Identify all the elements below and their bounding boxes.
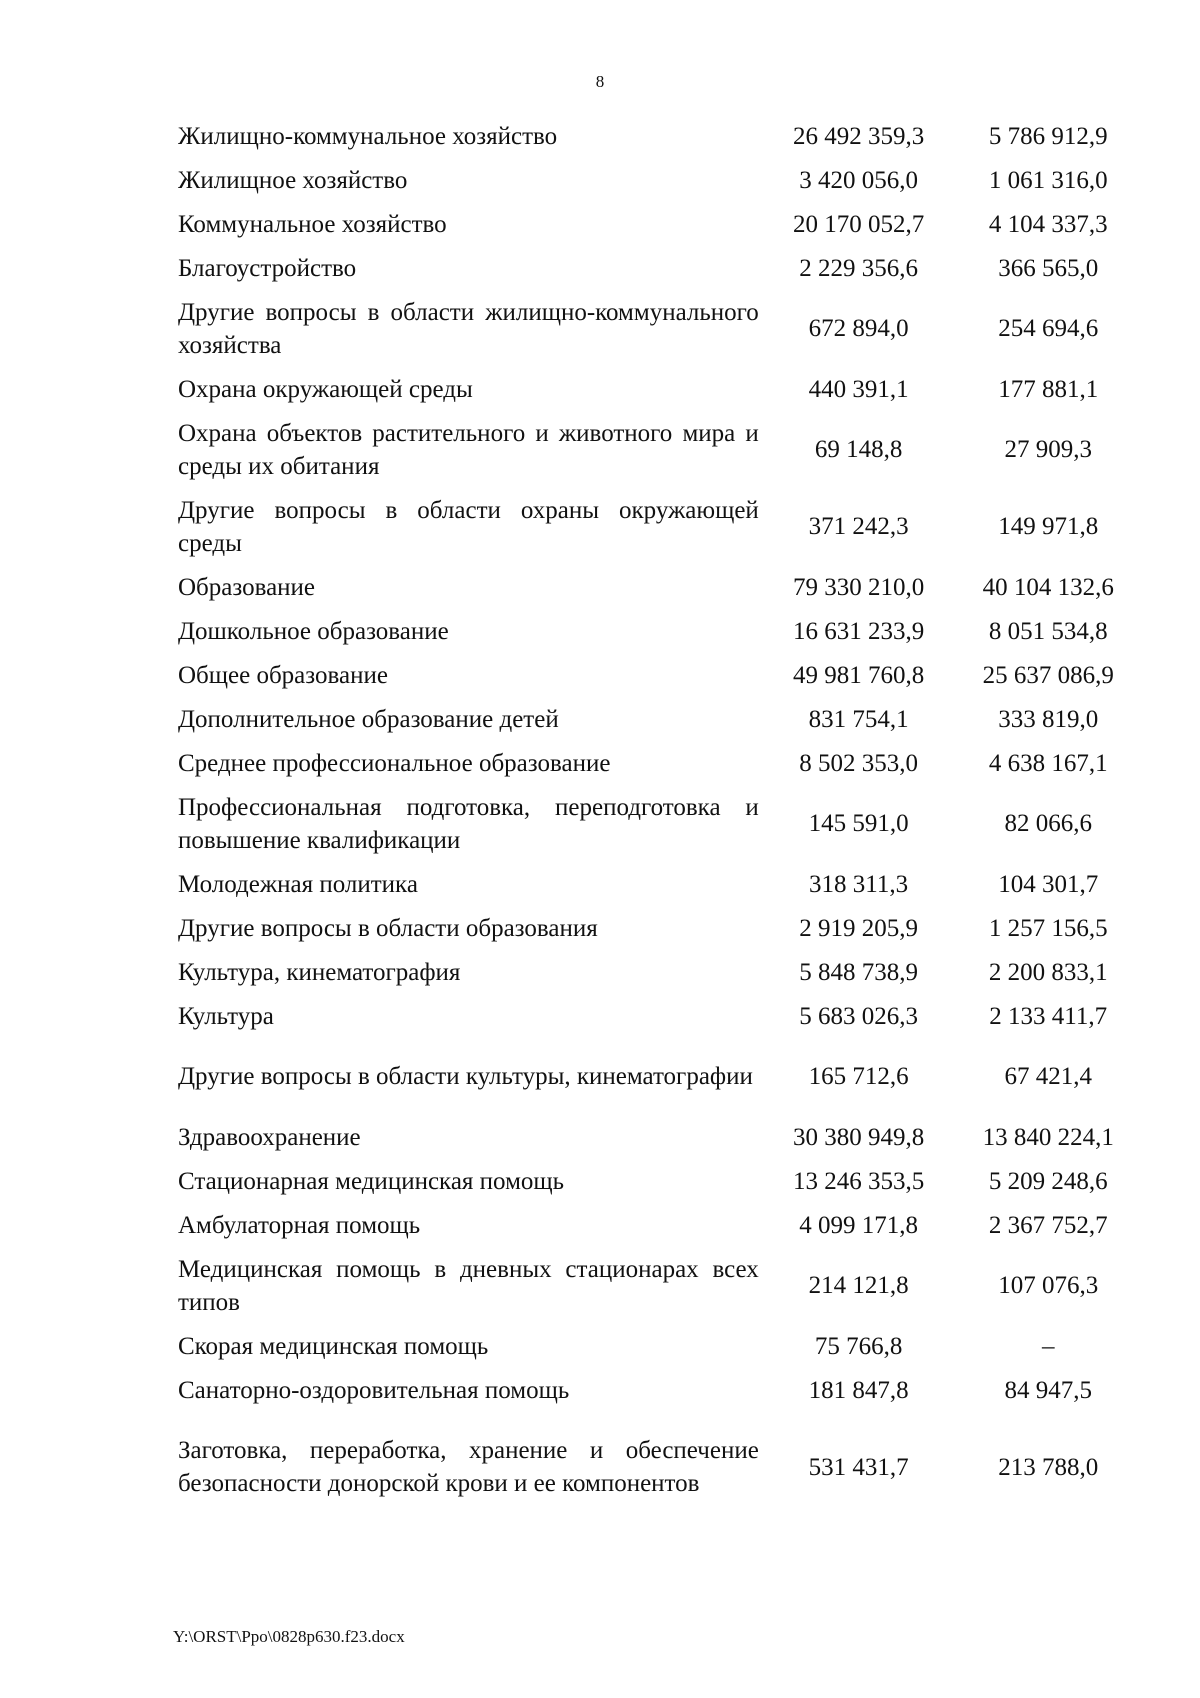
row-name: Другие вопросы в области образования (178, 914, 598, 942)
table-row (178, 114, 1138, 158)
row-name: Заготовка, переработка, хранение и обеспечение безопасности донорской крови и ее компонентов (178, 1437, 759, 1497)
table-row (178, 1038, 1138, 1115)
row-value-1: 3 420 056,0 (799, 166, 918, 194)
row-value-2: 25 637 086,9 (982, 661, 1114, 689)
table-row (178, 202, 1138, 246)
row-name: Другие вопросы в области охраны окружающей среды (178, 496, 759, 557)
table-row (178, 741, 1138, 785)
row-value-1: 75 766,8 (814, 1332, 903, 1360)
table-row (178, 1159, 1138, 1203)
row-value-1: 371 242,3 (808, 513, 909, 540)
budget-table (178, 114, 1138, 1522)
row-value-2: 5 786 912,9 (988, 122, 1108, 150)
row-name: Дополнительное образование детей (178, 705, 559, 733)
row-name: Общее образование (178, 661, 388, 689)
row-value-1: 181 847,8 (808, 1376, 909, 1404)
row-value-1: 4 099 171,8 (799, 1211, 918, 1239)
table-row (178, 488, 1138, 565)
row-name: Профессиональная подготовка, переподготовка и повышение квалификации (178, 793, 759, 854)
row-name: Дошкольное образование (178, 617, 449, 645)
row-value-2: 177 881,1 (998, 375, 1099, 403)
row-value-2: 82 066,6 (1004, 810, 1092, 837)
row-value-1: 13 246 353,5 (792, 1167, 925, 1195)
row-value-1: 214 121,8 (808, 1272, 909, 1299)
table-row (178, 609, 1138, 653)
row-value-1: 30 380 949,8 (792, 1123, 925, 1151)
row-value-1: 20 170 052,7 (792, 210, 925, 238)
table-row (178, 950, 1138, 994)
table-row (178, 246, 1138, 290)
row-value-2: 67 421,4 (1004, 1063, 1092, 1090)
row-value-1: 26 492 359,3 (792, 122, 925, 150)
row-value-2: 2 367 752,7 (988, 1211, 1108, 1239)
row-value-2: 5 209 248,6 (988, 1167, 1108, 1195)
row-name: Образование (178, 573, 316, 601)
row-value-1: 531 431,7 (808, 1453, 909, 1481)
row-name: Другие вопросы в области жилищно-коммунального хозяйства (178, 298, 759, 359)
row-name: Скорая медицинская помощь (178, 1332, 489, 1360)
table-row (178, 697, 1138, 741)
row-value-1: 2 919 205,9 (799, 914, 918, 942)
row-value-1: 49 981 760,8 (792, 661, 925, 689)
table-row (178, 653, 1138, 697)
table-row (178, 367, 1138, 411)
table-row (178, 158, 1138, 202)
row-value-2: 27 909,3 (1004, 436, 1092, 463)
row-value-2: 333 819,0 (998, 705, 1099, 733)
table-row (178, 1324, 1138, 1368)
row-value-1: 69 148,8 (814, 436, 903, 463)
row-value-2: 4 638 167,1 (988, 749, 1108, 777)
row-value-1: 165 712,6 (808, 1063, 909, 1090)
row-name: Среднее профессиональное образование (178, 749, 611, 777)
row-name: Здравоохранение (178, 1123, 361, 1151)
row-value-2: 149 971,8 (998, 513, 1099, 540)
row-value-2: 2 200 833,1 (988, 958, 1108, 986)
table-row (178, 994, 1138, 1038)
table-row (178, 1412, 1138, 1522)
row-value-1: 672 894,0 (808, 315, 909, 342)
table-row (178, 862, 1138, 906)
row-name: Культура, кинематография (178, 958, 461, 986)
row-value-2: 4 104 337,3 (988, 210, 1108, 238)
table-row (178, 1115, 1138, 1159)
row-value-1: 145 591,0 (808, 810, 909, 837)
row-name: Благоустройство (178, 254, 357, 282)
row-name: Медицинская помощь в дневных стационарах всех типов (178, 1255, 759, 1316)
row-name: Жилищное хозяйство (178, 166, 408, 194)
table-row (178, 411, 1138, 488)
row-value-1: 2 229 356,6 (799, 254, 918, 282)
row-name: Молодежная политика (178, 870, 418, 898)
row-value-2: 2 133 411,7 (989, 1002, 1108, 1030)
row-value-2: 8 051 534,8 (988, 617, 1108, 645)
table-row (178, 290, 1138, 367)
row-name: Коммунальное хозяйство (178, 210, 447, 238)
table-row (178, 565, 1138, 609)
row-name: Санаторно-оздоровительная помощь (178, 1376, 570, 1404)
row-value-2: 84 947,5 (1004, 1376, 1092, 1404)
row-value-1: 5 683 026,3 (799, 1002, 918, 1030)
row-name: Охрана окружающей среды (178, 375, 473, 403)
row-value-2: 107 076,3 (998, 1272, 1099, 1299)
table-row (178, 785, 1138, 862)
row-name: Стационарная медицинская помощь (178, 1167, 565, 1195)
row-value-2: 104 301,7 (998, 870, 1099, 898)
row-name: Охрана объектов растительного и животного мира и среды их обитания (178, 419, 759, 480)
row-name: Жилищно-коммунальное хозяйство (178, 122, 558, 150)
row-value-2: 40 104 132,6 (982, 573, 1114, 601)
row-value-1: 8 502 353,0 (799, 749, 918, 777)
row-value-1: 5 848 738,9 (799, 958, 918, 986)
row-value-1: 16 631 233,9 (792, 617, 925, 645)
row-value-1: 318 311,3 (809, 870, 909, 898)
row-value-2: 1 061 316,0 (988, 166, 1108, 194)
row-value-2: – (1041, 1332, 1055, 1360)
row-name: Амбулаторная помощь (178, 1211, 421, 1239)
table-row (178, 906, 1138, 950)
page-number: 8 (595, 72, 605, 91)
row-value-2: 254 694,6 (998, 315, 1099, 342)
footer-file-path: Y:\ORST\Ppo\0828p630.f23.docx (173, 1627, 405, 1646)
row-value-1: 440 391,1 (808, 375, 909, 403)
table-row (178, 1368, 1138, 1412)
table-row (178, 1203, 1138, 1247)
row-value-1: 79 330 210,0 (792, 573, 925, 601)
row-name: Культура (178, 1002, 274, 1030)
row-value-2: 1 257 156,5 (988, 914, 1108, 942)
table-row (178, 1247, 1138, 1324)
row-value-2: 213 788,0 (998, 1453, 1099, 1481)
row-name: Другие вопросы в области культуры, кинематографии (178, 1063, 753, 1090)
row-value-2: 366 565,0 (998, 254, 1099, 282)
row-value-2: 13 840 224,1 (982, 1123, 1114, 1151)
row-value-1: 831 754,1 (808, 705, 909, 733)
